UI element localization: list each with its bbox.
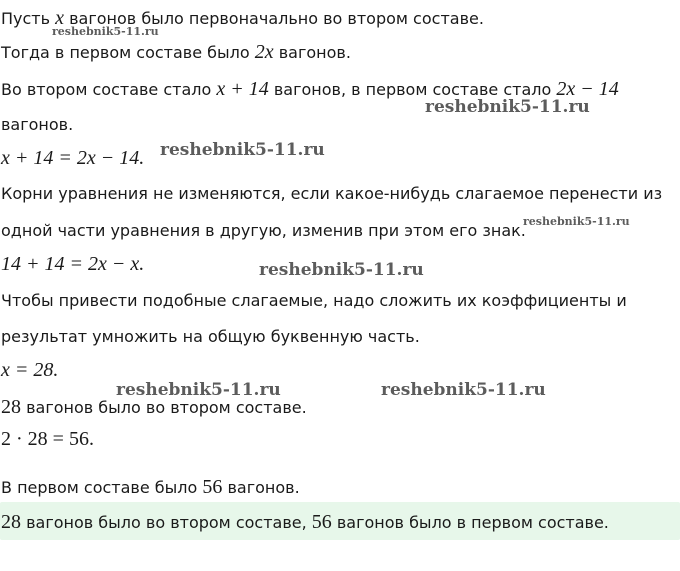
math: 14 + 14 = 2x − x. (1, 253, 145, 275)
text: одной части уравнения в другую, изменив при этом его знак. (1, 221, 526, 240)
text: вагонов. (1, 115, 74, 134)
line-9 (1, 291, 627, 311)
line-4 (1, 115, 73, 135)
watermark: reshebnik5-11.ru (116, 380, 281, 400)
text: вагонов. (273, 43, 351, 62)
line-10 (1, 327, 420, 347)
line-12 (1, 397, 307, 418)
line-6 (1, 184, 662, 204)
line-2 (1, 42, 351, 63)
text: вагонов. (222, 478, 300, 497)
math: x + 14 = 2x − 14. (1, 147, 145, 169)
text: результат умножить на общую буквенную часть. (1, 327, 420, 346)
math: 56 (202, 476, 223, 498)
math: 2 · 28 = 56. (1, 428, 94, 450)
answer-text (1, 511, 609, 534)
text: Корни уравнения не изменяются, если какое-нибудь слагаемое перенести из (1, 184, 663, 203)
text: вагонов было во втором составе. (21, 398, 307, 417)
line-7 (1, 221, 526, 241)
watermark: reshebnik5-11.ru (160, 140, 325, 160)
math: 2x − 14 (556, 78, 619, 100)
watermark: reshebnik5-11.ru (425, 97, 590, 117)
line-13 (1, 429, 94, 450)
text: вагонов было первоначально во втором составе. (64, 9, 484, 28)
line-8 (1, 254, 144, 275)
math: 2x (254, 41, 274, 63)
watermark: reshebnik5-11.ru (52, 25, 159, 38)
watermark: reshebnik5-11.ru (523, 215, 630, 228)
text: В первом составе было (1, 478, 203, 497)
math: 28 (1, 396, 21, 418)
text: вагонов, в первом составе стало (268, 80, 557, 99)
text: вагонов было в первом составе. (331, 513, 609, 532)
text: Чтобы привести подобные слагаемые, надо сложить их коэффициенты и (1, 291, 627, 310)
watermark: reshebnik5-11.ru (259, 260, 424, 280)
text: Тогда в первом составе было (1, 43, 255, 62)
math: 28 (1, 511, 21, 533)
math: 56 (311, 511, 332, 533)
text: Пусть (1, 9, 56, 28)
line-14 (1, 477, 300, 498)
math: x (55, 7, 65, 29)
line-11 (1, 360, 58, 381)
math: x = 28. (1, 359, 59, 381)
text: вагонов было во втором составе, (21, 513, 312, 532)
text: Во втором составе стало (1, 80, 217, 99)
line-5 (1, 148, 144, 169)
math: x + 14 (216, 78, 269, 100)
watermark: reshebnik5-11.ru (381, 380, 546, 400)
